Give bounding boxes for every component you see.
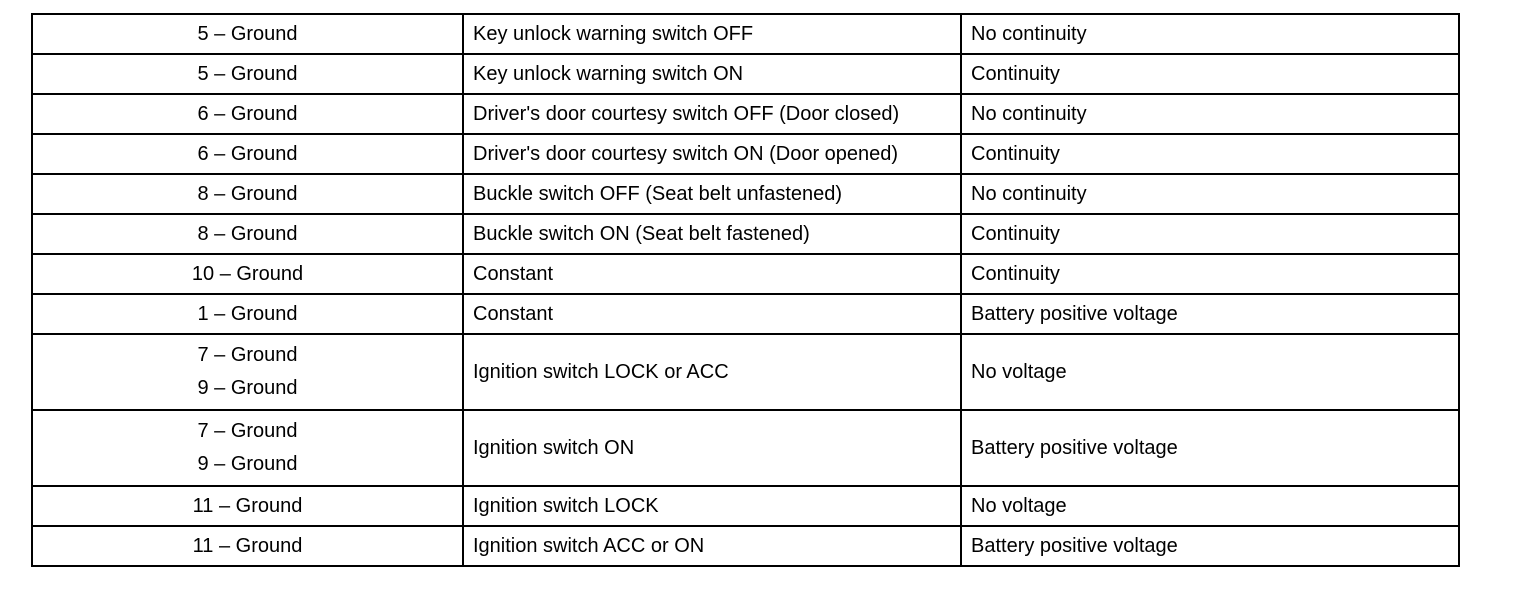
specified-value-cell: No voltage: [961, 334, 1459, 410]
terminal-label: 11 – Ground: [192, 494, 303, 517]
table-row: [32, 294, 1459, 334]
table-row: [32, 410, 1459, 486]
inspection-table: [31, 13, 1460, 567]
terminal-label: 11 – Ground: [192, 534, 303, 557]
table-row: [32, 526, 1459, 566]
condition-cell: Ignition switch ON: [463, 410, 961, 486]
terminal-cell: [32, 294, 463, 334]
specified-value-cell: No voltage: [961, 486, 1459, 526]
specified-value-cell: No continuity: [961, 14, 1459, 54]
terminal-label: 9 – Ground: [197, 377, 298, 399]
specified-value-cell: Continuity: [961, 54, 1459, 94]
terminal-cell: [32, 94, 463, 134]
condition-cell: Driver's door courtesy switch OFF (Door closed): [463, 94, 961, 134]
terminal-label: 9 – Ground: [197, 453, 298, 475]
terminal-cell: [32, 214, 463, 254]
specified-value-cell: Battery positive voltage: [961, 526, 1459, 566]
specified-value-cell: Continuity: [961, 214, 1459, 254]
specified-value-cell: Continuity: [961, 254, 1459, 294]
condition-cell: Key unlock warning switch OFF: [463, 14, 961, 54]
specified-value-cell: Battery positive voltage: [961, 294, 1459, 334]
condition-cell: Buckle switch ON (Seat belt fastened): [463, 214, 961, 254]
condition-cell: Key unlock warning switch ON: [463, 54, 961, 94]
table-row: [32, 14, 1459, 54]
terminal-cell: [32, 14, 463, 54]
table-row: [32, 54, 1459, 94]
terminal-label: 5 – Ground: [197, 62, 298, 85]
condition-cell: Buckle switch OFF (Seat belt unfastened): [463, 174, 961, 214]
terminal-label: 5 – Ground: [197, 22, 298, 45]
table-row: [32, 486, 1459, 526]
terminal-label: 10 – Ground: [191, 262, 304, 285]
terminal-label: 8 – Ground: [197, 222, 298, 245]
terminal-label: 8 – Ground: [197, 182, 298, 205]
terminal-label: 7 – Ground: [197, 420, 298, 442]
terminal-label: 7 – Ground: [197, 344, 298, 366]
terminal-cell: [32, 174, 463, 214]
terminal-cell: [32, 410, 463, 486]
terminal-cell: [32, 526, 463, 566]
condition-cell: Constant: [463, 254, 961, 294]
condition-cell: Driver's door courtesy switch ON (Door opened): [463, 134, 961, 174]
specified-value-cell: Battery positive voltage: [961, 410, 1459, 486]
table-row: [32, 134, 1459, 174]
specified-value-cell: No continuity: [961, 174, 1459, 214]
specified-value-cell: Continuity: [961, 134, 1459, 174]
terminal-cell: [32, 486, 463, 526]
terminal-cell: [32, 334, 463, 410]
table-row: [32, 254, 1459, 294]
terminal-label: 6 – Ground: [197, 142, 298, 165]
terminal-label: 1 – Ground: [197, 302, 298, 325]
condition-cell: Constant: [463, 294, 961, 334]
terminal-label: 6 – Ground: [197, 102, 298, 125]
table-row: [32, 94, 1459, 134]
terminal-cell: [32, 54, 463, 94]
table-row: [32, 174, 1459, 214]
specified-value-cell: No continuity: [961, 94, 1459, 134]
table-row: [32, 214, 1459, 254]
terminal-cell: [32, 134, 463, 174]
condition-cell: Ignition switch LOCK: [463, 486, 961, 526]
condition-cell: Ignition switch ACC or ON: [463, 526, 961, 566]
condition-cell: Ignition switch LOCK or ACC: [463, 334, 961, 410]
terminal-cell: [32, 254, 463, 294]
inspection-table-container: [31, 13, 1458, 567]
table-row: [32, 334, 1459, 410]
